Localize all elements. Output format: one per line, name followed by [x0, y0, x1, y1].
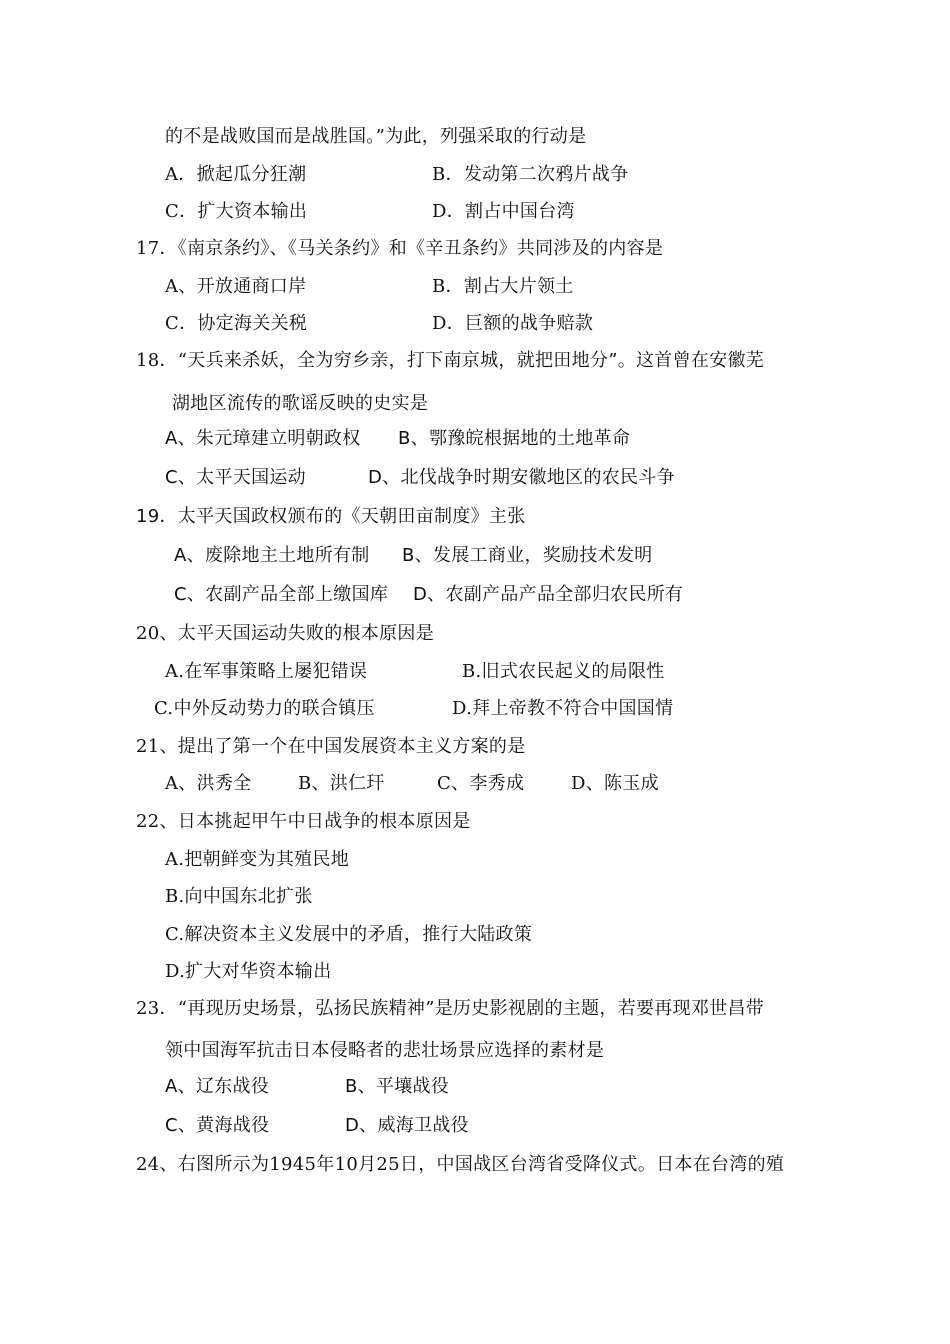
q24-stem: 24、右图所示为1945年10月25日，中国战区台湾省受降仪式。日本在台湾的殖	[136, 1154, 785, 1175]
q21-stem: 21、提出了第一个在中国发展资本主义方案的是	[136, 736, 526, 757]
q20-option-b: B.旧式农民起义的局限性	[462, 661, 665, 682]
q21-option-b: B、洪仁玕	[298, 773, 385, 794]
q23-stem-continued: 领中国海军抗击日本侵略者的悲壮场景应选择的素材是	[165, 1040, 605, 1061]
q22-option-d: D.扩大对华资本输出	[165, 961, 332, 982]
q18-stem-continued: 湖地区流传的歌谣反映的史实是	[172, 393, 429, 414]
q17-option-b: B．割占大片领土	[432, 276, 574, 297]
q20-option-c: C.中外反动势力的联合镇压	[154, 698, 375, 719]
q23-option-a: A、辽东战役	[165, 1076, 270, 1097]
q19-option-c: C、农副产品全部上缴国库	[174, 584, 389, 605]
q18-option-d: D、北伐战争时期安徽地区的农民斗争	[368, 467, 675, 488]
q19-option-a: A、废除地主土地所有制	[174, 545, 370, 566]
q17-stem: 17．《南京条约》、《马关条约》和《辛丑条约》共同涉及的内容是	[136, 238, 664, 259]
q20-option-d: D.拜上帝教不符合中国国情	[452, 698, 674, 719]
q23-option-c: C、黄海战役	[165, 1115, 270, 1136]
q17-option-d: D．巨额的战争赔款	[432, 313, 594, 334]
q18-option-b: B、鄂豫皖根据地的土地革命	[398, 428, 631, 449]
q22-stem: 22、日本挑起甲午中日战争的根本原因是	[136, 811, 471, 832]
q17-option-c: C．协定海关关税	[165, 313, 308, 334]
q22-option-c: C.解决资本主义发展中的矛盾，推行大陆政策	[165, 924, 533, 945]
q16-option-a: A．掀起瓜分狂潮	[165, 164, 307, 185]
q18-stem: 18．“天兵来杀妖，全为穷乡亲，打下南京城，就把田地分”。这首曾在安徽芜	[136, 350, 765, 371]
q23-option-b: B、平壤战役	[345, 1076, 450, 1097]
q19-option-d: D、农副产品产品全部归农民所有	[413, 584, 684, 605]
q21-option-c: C、李秀成	[437, 773, 525, 794]
q18-option-c: C、太平天国运动	[165, 467, 306, 488]
q19-option-b: B、发展工商业，奖励技术发明	[402, 545, 653, 566]
q21-option-d: D、陈玉成	[571, 773, 659, 794]
q16-stem-continued: 的不是战败国而是战胜国。”为此，列强采取的行动是	[165, 126, 587, 147]
q18-option-a: A、朱元璋建立明朝政权	[165, 428, 361, 449]
q20-stem: 20、太平天国运动失败的根本原因是	[136, 623, 435, 644]
q23-option-d: D、威海卫战役	[345, 1115, 469, 1136]
q16-option-b: B．发动第二次鸦片战争	[432, 164, 629, 185]
q16-option-c: C．扩大资本输出	[165, 201, 308, 222]
q22-option-b: B.向中国东北扩张	[165, 886, 313, 907]
q16-option-d: D．割占中国台湾	[432, 201, 575, 222]
q17-option-a: A、开放通商口岸	[165, 276, 307, 297]
q22-option-a: A.把朝鲜变为其殖民地	[165, 849, 350, 870]
q21-option-a: A、洪秀全	[165, 773, 252, 794]
q19-stem: 19．太平天国政权颁布的《天朝田亩制度》主张	[136, 506, 526, 527]
q23-stem: 23．“再现历史场景，弘扬民族精神”是历史影视剧的主题，若要再现邓世昌带	[136, 998, 765, 1019]
q20-option-a: A.在军事策略上屡犯错误	[165, 661, 368, 682]
